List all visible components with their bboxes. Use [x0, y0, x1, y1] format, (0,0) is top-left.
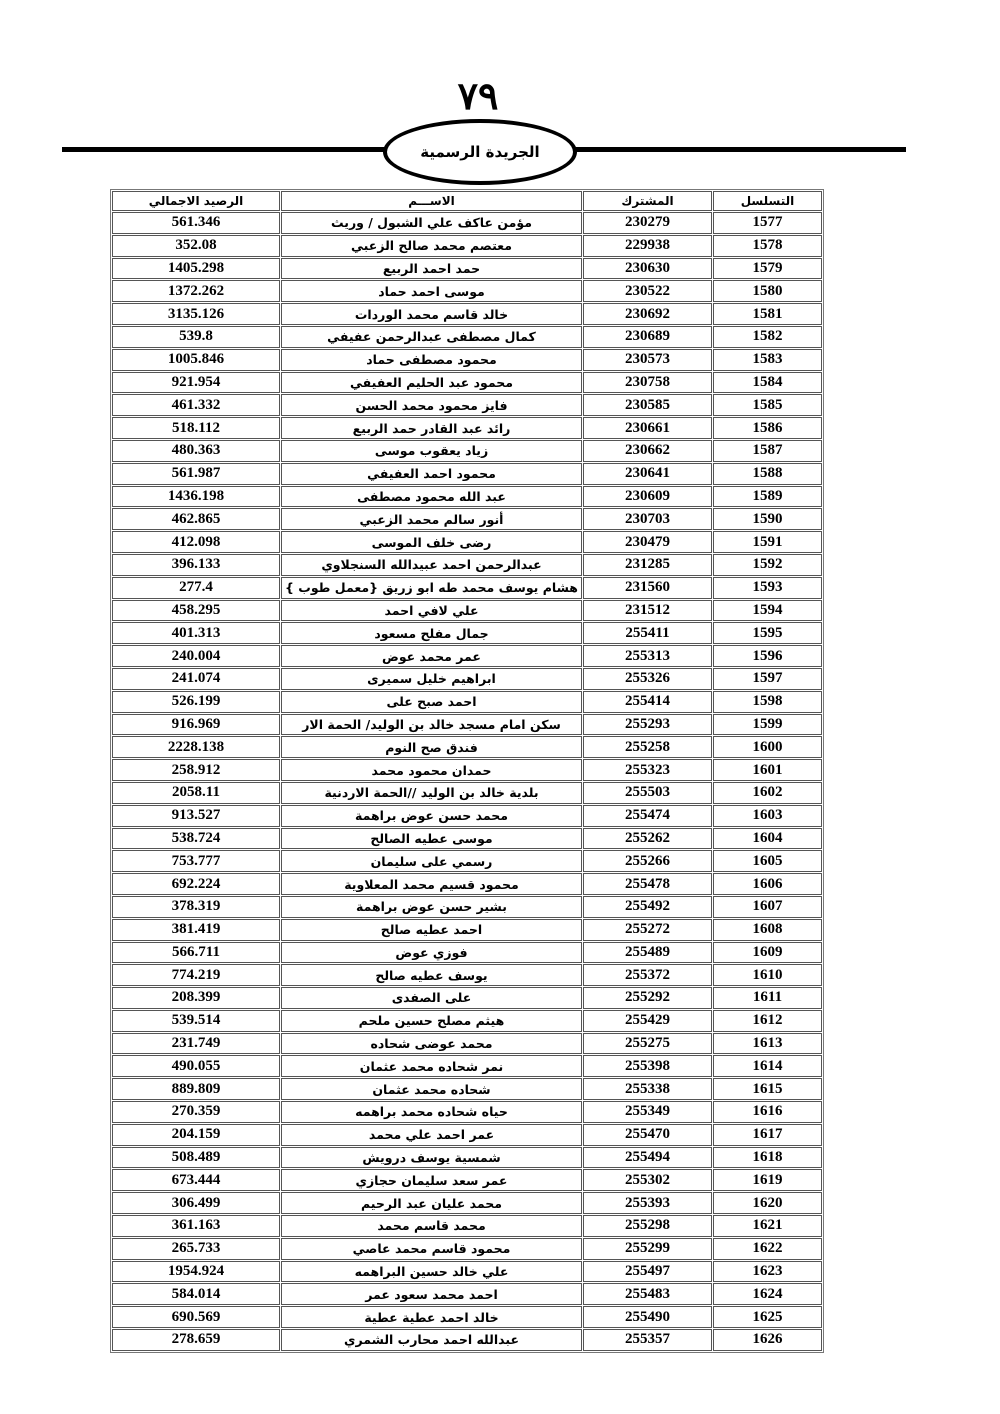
subscriber-cell: 255272: [583, 919, 712, 941]
table-row: [112, 942, 822, 964]
table-row: [112, 394, 822, 416]
table-row: [112, 622, 822, 644]
subscriber-cell: 255349: [583, 1101, 712, 1123]
serial-cell: 1598: [713, 691, 822, 713]
name-cell: رسمي على سليمان: [281, 850, 582, 872]
balance-cell: 208.399: [112, 987, 280, 1009]
table-row: [112, 850, 822, 872]
name-cell: احمد محمد سعود عمر: [281, 1283, 582, 1305]
serial-cell: 1587: [713, 440, 822, 462]
serial-cell: 1616: [713, 1101, 822, 1123]
balance-cell: 278.659: [112, 1329, 280, 1351]
table-row: [112, 1306, 822, 1328]
name-cell: جمال مفلح مسعود: [281, 622, 582, 644]
subscriber-cell: 231512: [583, 600, 712, 622]
balance-cell: 396.133: [112, 554, 280, 576]
subscriber-cell: 255313: [583, 645, 712, 667]
table-row: [112, 691, 822, 713]
balance-cell: 538.724: [112, 828, 280, 850]
name-cell: عبدالله احمد محارب الشمري: [281, 1329, 582, 1351]
subscriber-cell: 255497: [583, 1261, 712, 1283]
balance-cell: 539.8: [112, 326, 280, 348]
table-row: [112, 280, 822, 302]
serial-cell: 1604: [713, 828, 822, 850]
serial-cell: 1611: [713, 987, 822, 1009]
serial-cell: 1596: [713, 645, 822, 667]
serial-cell: 1594: [713, 600, 822, 622]
balance-cell: 352.08: [112, 235, 280, 257]
serial-cell: 1592: [713, 554, 822, 576]
gazette-title: الجريدة الرسمية: [420, 143, 540, 161]
serial-cell: 1584: [713, 372, 822, 394]
table-row: [112, 1033, 822, 1055]
name-cell: فوزي عوض: [281, 942, 582, 964]
name-cell: ابراهيم خليل سميرى: [281, 668, 582, 690]
subscriber-cell: 255266: [583, 850, 712, 872]
subscriber-cell: 230630: [583, 258, 712, 280]
name-cell: فندق صح النوم: [281, 736, 582, 758]
name-cell: رائد عبد القادر حمد الربيع: [281, 417, 582, 439]
serial-cell: 1583: [713, 349, 822, 371]
name-cell: محمود قسيم محمد المعلاوية: [281, 873, 582, 895]
name-cell: مؤمن عاكف علي الشبول / وريث: [281, 212, 582, 234]
balance-cell: 490.055: [112, 1055, 280, 1077]
serial-cell: 1588: [713, 463, 822, 485]
table-row: [112, 1192, 822, 1214]
table-row: [112, 896, 822, 918]
name-cell: حمدان محمود محمد: [281, 759, 582, 781]
table-row: [112, 1261, 822, 1283]
balance-cell: 458.295: [112, 600, 280, 622]
table-row: [112, 759, 822, 781]
name-cell: سكن امام مسجد خالد بن الوليد/ الحمة الار: [281, 714, 582, 736]
table-row: [112, 1238, 822, 1260]
subscriber-cell: 231560: [583, 577, 712, 599]
subscriber-cell: 230279: [583, 212, 712, 234]
subscriber-cell: 255302: [583, 1169, 712, 1191]
balance-cell: 566.711: [112, 942, 280, 964]
column-header-balance: الرصيد الاجمالي: [112, 191, 280, 211]
table-row: [112, 258, 822, 280]
name-cell: حمد احمد الربيع: [281, 258, 582, 280]
serial-cell: 1617: [713, 1124, 822, 1146]
name-cell: موسى احمد حماد: [281, 280, 582, 302]
table-row: [112, 828, 822, 850]
table-row: [112, 1283, 822, 1305]
balance-cell: 361.163: [112, 1215, 280, 1237]
column-header-name: الاســـم: [281, 191, 582, 211]
serial-cell: 1614: [713, 1055, 822, 1077]
balance-cell: 480.363: [112, 440, 280, 462]
balance-cell: 270.359: [112, 1101, 280, 1123]
balance-cell: 1436.198: [112, 486, 280, 508]
serial-cell: 1623: [713, 1261, 822, 1283]
table-row: [112, 372, 822, 394]
table-row: [112, 873, 822, 895]
balance-cell: 3135.126: [112, 303, 280, 325]
table-row: [112, 1329, 822, 1351]
name-cell: شحاده محمد عثمان: [281, 1078, 582, 1100]
table-row: [112, 577, 822, 599]
name-cell: هشام يوسف محمد طه ابو زريق {معمل طوب }: [281, 577, 582, 599]
subscriber-cell: 255474: [583, 805, 712, 827]
table-row: [112, 508, 822, 530]
name-cell: احمد صبح على: [281, 691, 582, 713]
balance-cell: 462.865: [112, 508, 280, 530]
balance-cell: 889.809: [112, 1078, 280, 1100]
name-cell: محمود عبد الحليم العفيفي: [281, 372, 582, 394]
subscriber-cell: 255490: [583, 1306, 712, 1328]
balance-cell: 1954.924: [112, 1261, 280, 1283]
serial-cell: 1606: [713, 873, 822, 895]
subscriber-cell: 255298: [583, 1215, 712, 1237]
subscriber-cell: 230689: [583, 326, 712, 348]
balance-cell: 916.969: [112, 714, 280, 736]
table-row: [112, 919, 822, 941]
balance-cell: 753.777: [112, 850, 280, 872]
subscriber-cell: 255411: [583, 622, 712, 644]
name-cell: رضى خلف الموسى: [281, 531, 582, 553]
subscriber-cell: 255503: [583, 782, 712, 804]
serial-cell: 1579: [713, 258, 822, 280]
serial-cell: 1624: [713, 1283, 822, 1305]
serial-cell: 1603: [713, 805, 822, 827]
balance-cell: 1372.262: [112, 280, 280, 302]
balance-cell: 461.332: [112, 394, 280, 416]
subscriber-cell: 255483: [583, 1283, 712, 1305]
name-cell: عبدالرحمن احمد عبيدالله السنجلاوي: [281, 554, 582, 576]
subscriber-cell: 231285: [583, 554, 712, 576]
name-cell: شمسية يوسف درويش: [281, 1147, 582, 1169]
balance-cell: 1405.298: [112, 258, 280, 280]
table-row: [112, 964, 822, 986]
serial-cell: 1608: [713, 919, 822, 941]
balance-cell: 913.527: [112, 805, 280, 827]
name-cell: بلدية خالد بن الوليد //الحمة الاردنية: [281, 782, 582, 804]
name-cell: فايز محمود محمد الحسن: [281, 394, 582, 416]
table-row: [112, 987, 822, 1009]
serial-cell: 1578: [713, 235, 822, 257]
subscriber-cell: 230703: [583, 508, 712, 530]
serial-cell: 1600: [713, 736, 822, 758]
balance-cell: 412.098: [112, 531, 280, 553]
serial-cell: 1589: [713, 486, 822, 508]
table-row: [112, 326, 822, 348]
table-row: [112, 212, 822, 234]
name-cell: محمود مصطفى حماد: [281, 349, 582, 371]
serial-cell: 1622: [713, 1238, 822, 1260]
balance-cell: 241.074: [112, 668, 280, 690]
table-row: [112, 645, 822, 667]
balance-cell: 401.313: [112, 622, 280, 644]
subscriber-cell: 255414: [583, 691, 712, 713]
serial-cell: 1590: [713, 508, 822, 530]
balance-cell: 774.219: [112, 964, 280, 986]
name-cell: أنور سالم محمد الزعبي: [281, 508, 582, 530]
balance-cell: 1005.846: [112, 349, 280, 371]
balance-cell: 561.346: [112, 212, 280, 234]
subscriber-cell: 255393: [583, 1192, 712, 1214]
table-row: [112, 1101, 822, 1123]
name-cell: يوسف عطيه صالح: [281, 964, 582, 986]
name-cell: خالد قاسم محمد الوردات: [281, 303, 582, 325]
balance-cell: 2228.138: [112, 736, 280, 758]
balance-cell: 381.419: [112, 919, 280, 941]
subscriber-cell: 255275: [583, 1033, 712, 1055]
table-row: [112, 600, 822, 622]
balance-cell: 921.954: [112, 372, 280, 394]
name-cell: عبد الله محمود مصطفى: [281, 486, 582, 508]
serial-cell: 1610: [713, 964, 822, 986]
balance-cell: 561.987: [112, 463, 280, 485]
table-header-row: [112, 191, 822, 211]
table-row: [112, 531, 822, 553]
serial-cell: 1582: [713, 326, 822, 348]
serial-cell: 1605: [713, 850, 822, 872]
balance-cell: 265.733: [112, 1238, 280, 1260]
serial-cell: 1615: [713, 1078, 822, 1100]
table-row: [112, 805, 822, 827]
subscriber-cell: 255326: [583, 668, 712, 690]
column-header-subscriber: المشترك: [583, 191, 712, 211]
subscriber-cell: 255489: [583, 942, 712, 964]
subscriber-cell: 255292: [583, 987, 712, 1009]
subscriber-cell: 255323: [583, 759, 712, 781]
subscribers-table: [110, 189, 824, 1353]
serial-cell: 1612: [713, 1010, 822, 1032]
gazette-title-ellipse: [383, 119, 577, 185]
name-cell: محمد عليان عبد الرحيم: [281, 1192, 582, 1214]
table-row: [112, 554, 822, 576]
table-row: [112, 235, 822, 257]
table-row: [112, 349, 822, 371]
name-cell: على الصفدى: [281, 987, 582, 1009]
balance-cell: 526.199: [112, 691, 280, 713]
balance-cell: 277.4: [112, 577, 280, 599]
serial-cell: 1625: [713, 1306, 822, 1328]
subscriber-cell: 230479: [583, 531, 712, 553]
table-row: [112, 1124, 822, 1146]
balance-cell: 584.014: [112, 1283, 280, 1305]
table-row: [112, 668, 822, 690]
name-cell: محمد حسن عوض براهمة: [281, 805, 582, 827]
subscriber-cell: 255398: [583, 1055, 712, 1077]
subscriber-cell: 255372: [583, 964, 712, 986]
subscriber-cell: 255258: [583, 736, 712, 758]
balance-cell: 204.159: [112, 1124, 280, 1146]
subscriber-cell: 230758: [583, 372, 712, 394]
name-cell: بشير حسن عوض براهمة: [281, 896, 582, 918]
name-cell: نمر شحاده محمد عثمان: [281, 1055, 582, 1077]
name-cell: محمد عوضى شحاده: [281, 1033, 582, 1055]
balance-cell: 240.004: [112, 645, 280, 667]
table-row: [112, 486, 822, 508]
serial-cell: 1581: [713, 303, 822, 325]
table-row: [112, 463, 822, 485]
serial-cell: 1602: [713, 782, 822, 804]
serial-cell: 1609: [713, 942, 822, 964]
name-cell: علي خالد حسين البراهمه: [281, 1261, 582, 1283]
balance-cell: 258.912: [112, 759, 280, 781]
name-cell: زياد يعقوب موسى: [281, 440, 582, 462]
serial-cell: 1586: [713, 417, 822, 439]
serial-cell: 1599: [713, 714, 822, 736]
subscriber-cell: 230661: [583, 417, 712, 439]
subscriber-cell: 255470: [583, 1124, 712, 1146]
balance-cell: 692.224: [112, 873, 280, 895]
serial-cell: 1620: [713, 1192, 822, 1214]
name-cell: موسى عطيه الصالح: [281, 828, 582, 850]
name-cell: عمر محمد عوض: [281, 645, 582, 667]
table-row: [112, 1215, 822, 1237]
balance-cell: 2058.11: [112, 782, 280, 804]
serial-cell: 1621: [713, 1215, 822, 1237]
serial-cell: 1585: [713, 394, 822, 416]
name-cell: هيثم مصلح حسين ملحم: [281, 1010, 582, 1032]
subscriber-cell: 255293: [583, 714, 712, 736]
table-row: [112, 440, 822, 462]
column-header-serial: التسلسل: [713, 191, 822, 211]
serial-cell: 1595: [713, 622, 822, 644]
balance-cell: 378.319: [112, 896, 280, 918]
name-cell: احمد عطيه صالح: [281, 919, 582, 941]
table-row: [112, 1169, 822, 1191]
subscriber-cell: 255429: [583, 1010, 712, 1032]
subscriber-cell: 255299: [583, 1238, 712, 1260]
subscriber-cell: 230522: [583, 280, 712, 302]
name-cell: معتصم محمد صالح الزعبي: [281, 235, 582, 257]
serial-cell: 1591: [713, 531, 822, 553]
table-row: [112, 1055, 822, 1077]
balance-cell: 690.569: [112, 1306, 280, 1328]
subscriber-cell: 229938: [583, 235, 712, 257]
table-row: [112, 782, 822, 804]
table-row: [112, 303, 822, 325]
name-cell: محمد قاسم محمد: [281, 1215, 582, 1237]
subscriber-cell: 255357: [583, 1329, 712, 1351]
name-cell: خالد احمد عطية عطية: [281, 1306, 582, 1328]
balance-cell: 306.499: [112, 1192, 280, 1214]
serial-cell: 1597: [713, 668, 822, 690]
subscriber-cell: 255478: [583, 873, 712, 895]
subscriber-cell: 230585: [583, 394, 712, 416]
table-row: [112, 417, 822, 439]
name-cell: عمر احمد علي محمد: [281, 1124, 582, 1146]
serial-cell: 1613: [713, 1033, 822, 1055]
subscriber-cell: 230692: [583, 303, 712, 325]
serial-cell: 1577: [713, 212, 822, 234]
serial-cell: 1618: [713, 1147, 822, 1169]
table-row: [112, 714, 822, 736]
subscriber-cell: 255494: [583, 1147, 712, 1169]
name-cell: عمر سعد سليمان حجازي: [281, 1169, 582, 1191]
name-cell: محمود احمد العفيفي: [281, 463, 582, 485]
serial-cell: 1626: [713, 1329, 822, 1351]
table-row: [112, 1078, 822, 1100]
balance-cell: 518.112: [112, 417, 280, 439]
name-cell: علي لافي احمد: [281, 600, 582, 622]
subscriber-cell: 230609: [583, 486, 712, 508]
page-number: ٧٩: [457, 73, 499, 118]
name-cell: كمال مصطفى عبدالرحمن عفيفي: [281, 326, 582, 348]
balance-cell: 673.444: [112, 1169, 280, 1191]
subscriber-cell: 230641: [583, 463, 712, 485]
table-row: [112, 736, 822, 758]
serial-cell: 1607: [713, 896, 822, 918]
serial-cell: 1580: [713, 280, 822, 302]
balance-cell: 508.489: [112, 1147, 280, 1169]
table-row: [112, 1010, 822, 1032]
serial-cell: 1601: [713, 759, 822, 781]
subscriber-cell: 255262: [583, 828, 712, 850]
balance-cell: 539.514: [112, 1010, 280, 1032]
serial-cell: 1619: [713, 1169, 822, 1191]
serial-cell: 1593: [713, 577, 822, 599]
subscriber-cell: 230662: [583, 440, 712, 462]
name-cell: محمود قاسم محمد عاصي: [281, 1238, 582, 1260]
subscriber-cell: 230573: [583, 349, 712, 371]
subscriber-cell: 255338: [583, 1078, 712, 1100]
balance-cell: 231.749: [112, 1033, 280, 1055]
subscriber-cell: 255492: [583, 896, 712, 918]
name-cell: حياه شحاده محمد براهمه: [281, 1101, 582, 1123]
table-row: [112, 1147, 822, 1169]
